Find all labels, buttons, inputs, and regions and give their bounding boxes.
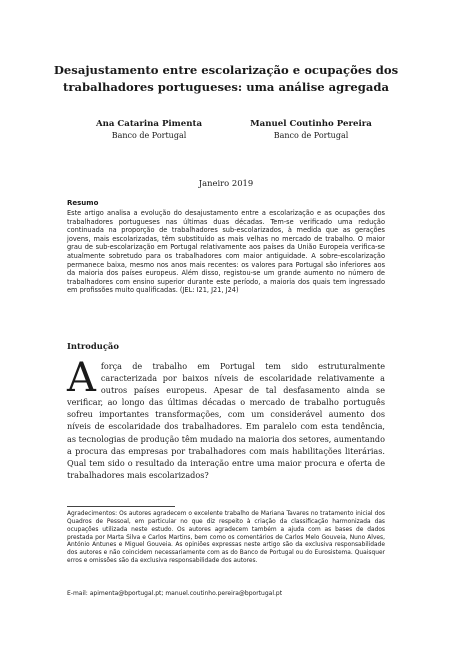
drop-cap: A bbox=[67, 355, 96, 401]
abstract-text: Este artigo analisa a evolução do desajustamento entre a escolarização e as ocupações dos trabalhadores portugueses nas últimas duas décadas. Tem-se verificado uma redução continuada na proporção de trabalhadores sub-escolarizados, à medida que as gerações jovens, mais escolarizadas, têm substituído as mais velhas no mercado de trabalho. O maior grau de sub-escolarização em Portugal relativamente aos países da União Europeia verifica-se atualmente sobretudo para os trabalhadores com maior antiguidade. A sobre-escolarização permanece baixa, mesmo nos anos mais recentes: os valores para Portugal são inferiores aos da maioria dos países europeus. Além disso, registou-se um grande aumento no número de trabalhadores com ensino superior durante este período, a maioria dos quais tem ingressado em profissões muito qualificadas. (JEL: I21, J21, J24) bbox=[67, 209, 385, 295]
author-emails: E-mail: apimenta@bportugal.pt; manuel.coutinho.pereira@bportugal.pt bbox=[67, 590, 283, 597]
intro-text: força de trabalho em Portugal tem sido estruturalmente caracterizada por baixos níveis de escolaridade relativamente a outros países europeus. Apesar de tal desfasamento ainda se verificar, ao longo das últimas décadas o mercado de trabalho português sofreu importantes transformações, com um considerável aumento dos níveis de escolaridade dos trabalhadores. Em paralelo com esta tendência, as tecnologias de produção têm mudado na maioria dos setores, aumentando a procura das empresas por trabalhadores com mais habilitações literárias. Qual tem sido o resultado da interação entre uma maior procura e oferta de trabalhadores mais escolarizados? bbox=[67, 361, 385, 480]
author-name: Manuel Coutinho Pereira bbox=[250, 119, 372, 129]
footnote-text: Agradecimentos: Os autores agradecem o excelente trabalho de Mariana Tavares no tratamento inicial dos Quadros de Pessoal, em particular no que diz respeito à criação da classificação harmonizada das ocupações utilizada neste estudo. Os autores agradecem também a ajuda com as bases de dados prestada por Marta Silva e Carlos Martins, bem como os comentários de Carlos Melo Gouveia, Nuno Alves, António Antunes e Miguel Gouveia. As opiniões expressas neste artigo são da exclusiva responsabilidade dos autores e não coincidem necessariamente com as do Banco de Portugal ou do Eurosistema. Quaisquer erros e omissões são da exclusiva responsabilidade dos autores. bbox=[67, 511, 385, 565]
paper-date: Janeiro 2019 bbox=[198, 178, 254, 188]
author-affiliation: Banco de Portugal bbox=[273, 131, 349, 140]
author-block bbox=[74, 118, 224, 142]
footnote-divider bbox=[67, 506, 175, 507]
paper-title: Desajustamento entre escolarização e ocupações dos trabalhadores portugueses: uma análise agregada bbox=[53, 63, 399, 94]
abstract-heading: Resumo bbox=[67, 199, 99, 207]
author-affiliation: Banco de Portugal bbox=[111, 131, 187, 140]
author-name: Ana Catarina Pimenta bbox=[95, 119, 203, 129]
section-heading: Introdução bbox=[67, 341, 119, 351]
author-block bbox=[236, 118, 386, 142]
intro-paragraph bbox=[67, 355, 385, 481]
